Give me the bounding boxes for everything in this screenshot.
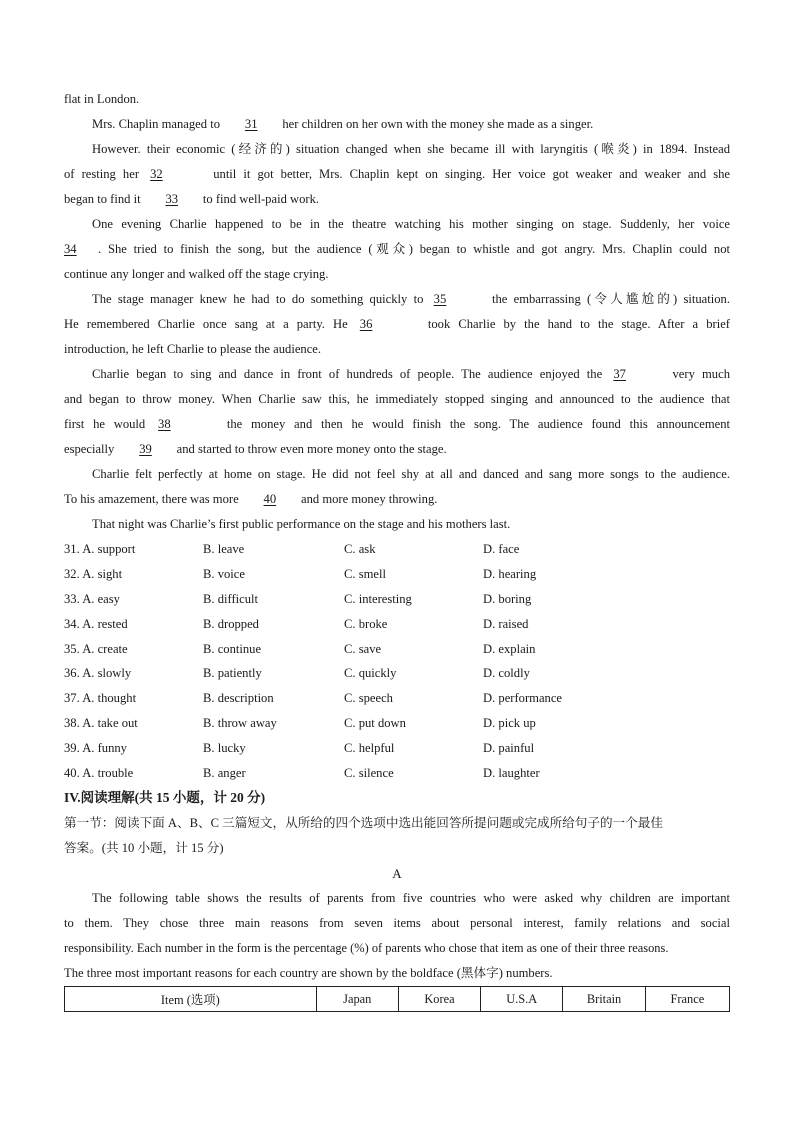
option-a: 39. A. funny (64, 741, 127, 755)
option-d: D. painful (483, 741, 535, 755)
option-b: B. continue (203, 642, 262, 656)
text-span: Charlie began to sing and dance in front of hundreds of people. The audience enjoyed the (92, 367, 603, 381)
option-row-32 (64, 566, 730, 583)
option-a: 34. A. rested (64, 617, 128, 631)
passage-line (92, 291, 730, 308)
option-c: C. interesting (344, 592, 412, 606)
option-a: 37. A. thought (64, 691, 137, 705)
passage-line (64, 441, 730, 458)
option-d: D. face (483, 542, 520, 556)
text-span: took Charlie by the hand to the stage. After a brief (427, 317, 730, 331)
option-c: C. speech (344, 691, 393, 705)
passage-line: to them. They chose three main reasons from seven items about personal interest, family relations and social (64, 916, 730, 930)
text-span: the embarrassing (令人尴尬的) situation. (491, 292, 730, 306)
passage-line: responsibility. Each number in the form is the percentage (%) of parents who chose that item as one of their three reasons. (64, 941, 669, 955)
option-a: 33. A. easy (64, 592, 120, 606)
option-a: 32. A. sight (64, 567, 123, 581)
text-span: until it got better, Mrs. Chaplin kept on singing. Her voice got weaker and weaker and she (213, 167, 730, 181)
option-a: 38. A. take out (64, 716, 138, 730)
passage-line: continue any longer and walked off the stage crying. (64, 267, 329, 281)
passage-line: The three most important reasons for each country are shown by the boldface (黑体字) numbers. (64, 966, 553, 980)
passage-line: However. their economic (经济的) situation changed when she became ill with laryngitis (喉炎) in 1894. Instead (92, 142, 730, 156)
option-row-35 (64, 641, 730, 658)
passage-line: introduction, he left Charlie to please the audience. (64, 342, 322, 356)
option-c: C. broke (344, 617, 388, 631)
table-header-row (65, 987, 730, 1012)
table-header-france: France (645, 987, 729, 1012)
option-a: 36. A. slowly (64, 666, 132, 680)
option-c: C. helpful (344, 741, 395, 755)
text-span: began to find it (64, 192, 141, 206)
option-a: 35. A. create (64, 642, 128, 656)
option-c: C. quickly (344, 666, 397, 680)
passage-line (64, 241, 730, 258)
text-span: . She tried to finish the song, but the audience (观众) began to whistle and got angry. Mrs. Chaplin could not (98, 242, 730, 256)
text-span: very much (672, 367, 730, 381)
table-header-korea: Korea (398, 987, 480, 1012)
option-d: D. explain (483, 642, 536, 656)
option-c: C. put down (344, 716, 406, 730)
text-span: Mrs. Chaplin managed to (92, 117, 221, 131)
passage-line (64, 416, 730, 433)
passage-line (64, 316, 730, 333)
passage-line: That night was Charlie’s first public performance on the stage and his mothers last. (92, 517, 511, 531)
option-d: D. pick up (483, 716, 536, 730)
passage-line: Charlie felt perfectly at home on stage. He did not feel shy at all and danced and sang more songs to the audience. (92, 467, 730, 481)
option-row-37 (64, 690, 730, 707)
option-b: B. throw away (203, 716, 277, 730)
passage-line: One evening Charlie happened to be in the theatre watching his mother singing on stage. Suddenly, her voice (92, 217, 730, 231)
text-span: The stage manager knew he had to do something quickly to (92, 292, 424, 306)
passage-line (64, 491, 730, 508)
blank-34: 34 (64, 242, 77, 256)
text-span: her children on her own with the money she made as a singer. (282, 117, 594, 131)
option-d: D. boring (483, 592, 532, 606)
blank-40: 40 (263, 492, 277, 506)
option-b: B. voice (203, 567, 245, 581)
passage-line (64, 191, 730, 208)
passage-line (92, 116, 730, 133)
text-span: the money and then he would finish the song. The audience found this announcement (226, 417, 731, 431)
option-d: D. raised (483, 617, 529, 631)
option-b: B. dropped (203, 617, 259, 631)
text-span: to find well-paid work. (202, 192, 320, 206)
passage-letter: A (392, 866, 402, 881)
passage-line: and began to throw money. When Charlie saw this, he immediately stopped singing and announced to the audience that (64, 392, 730, 406)
option-c: C. ask (344, 542, 376, 556)
option-c: C. smell (344, 567, 386, 581)
option-a: 40. A. trouble (64, 766, 134, 780)
option-b: B. leave (203, 542, 245, 556)
text-span: especially (64, 442, 115, 456)
option-b: B. difficult (203, 592, 259, 606)
section-instructions: 第一节：阅读下面 A、B、C 三篇短文，从所给的四个选项中选出能回答所提问题或完成所给句子的一个最佳 (64, 816, 663, 830)
option-c: C. save (344, 642, 382, 656)
text-span: and started to throw even more money onto the stage. (176, 442, 447, 456)
passage-line: The following table shows the results of parents from five countries who were asked why children are important (92, 891, 730, 905)
blank-35: 35 (433, 292, 447, 306)
option-row-33 (64, 591, 730, 608)
table-header-japan: Japan (316, 987, 398, 1012)
option-row-31 (64, 541, 730, 558)
blank-31: 31 (244, 117, 258, 131)
passage-line (64, 166, 730, 183)
blank-37: 37 (613, 367, 626, 381)
text-span: and more money throwing. (300, 492, 438, 506)
passage-line: flat in London. (64, 92, 140, 106)
option-d: D. hearing (483, 567, 537, 581)
section-heading: IV.阅读理解(共 15 小题，计 20 分) (64, 790, 266, 805)
passage-line (92, 366, 730, 383)
option-a: 31. A. support (64, 542, 136, 556)
blank-38: 38 (158, 417, 171, 431)
option-b: B. description (203, 691, 274, 705)
option-b: B. lucky (203, 741, 246, 755)
table-header-britain: Britain (563, 987, 645, 1012)
text-span: first he would (64, 417, 146, 431)
option-b: B. anger (203, 766, 246, 780)
blank-36: 36 (359, 317, 373, 331)
text-span: To his amazement, there was more (64, 492, 239, 506)
option-d: D. performance (483, 691, 563, 705)
text-span: He remembered Charlie once sang at a party. He (64, 317, 348, 331)
results-table (64, 986, 730, 1012)
option-d: D. laughter (483, 766, 540, 780)
option-row-34 (64, 616, 730, 633)
table-header-item: Item (选项) (65, 987, 317, 1012)
table-header-usa: U.S.A (481, 987, 563, 1012)
blank-32: 32 (150, 167, 163, 181)
option-c: C. silence (344, 766, 394, 780)
text-span: of resting her (64, 167, 140, 181)
option-row-38 (64, 715, 730, 732)
option-row-39 (64, 740, 730, 757)
blank-33: 33 (165, 192, 179, 206)
section-instructions: 答案。(共 10 小题，计 15 分) (64, 841, 224, 855)
blank-39: 39 (139, 442, 152, 456)
option-d: D. coldly (483, 666, 530, 680)
option-row-36 (64, 665, 730, 682)
option-b: B. patiently (203, 666, 262, 680)
option-row-40 (64, 765, 730, 782)
